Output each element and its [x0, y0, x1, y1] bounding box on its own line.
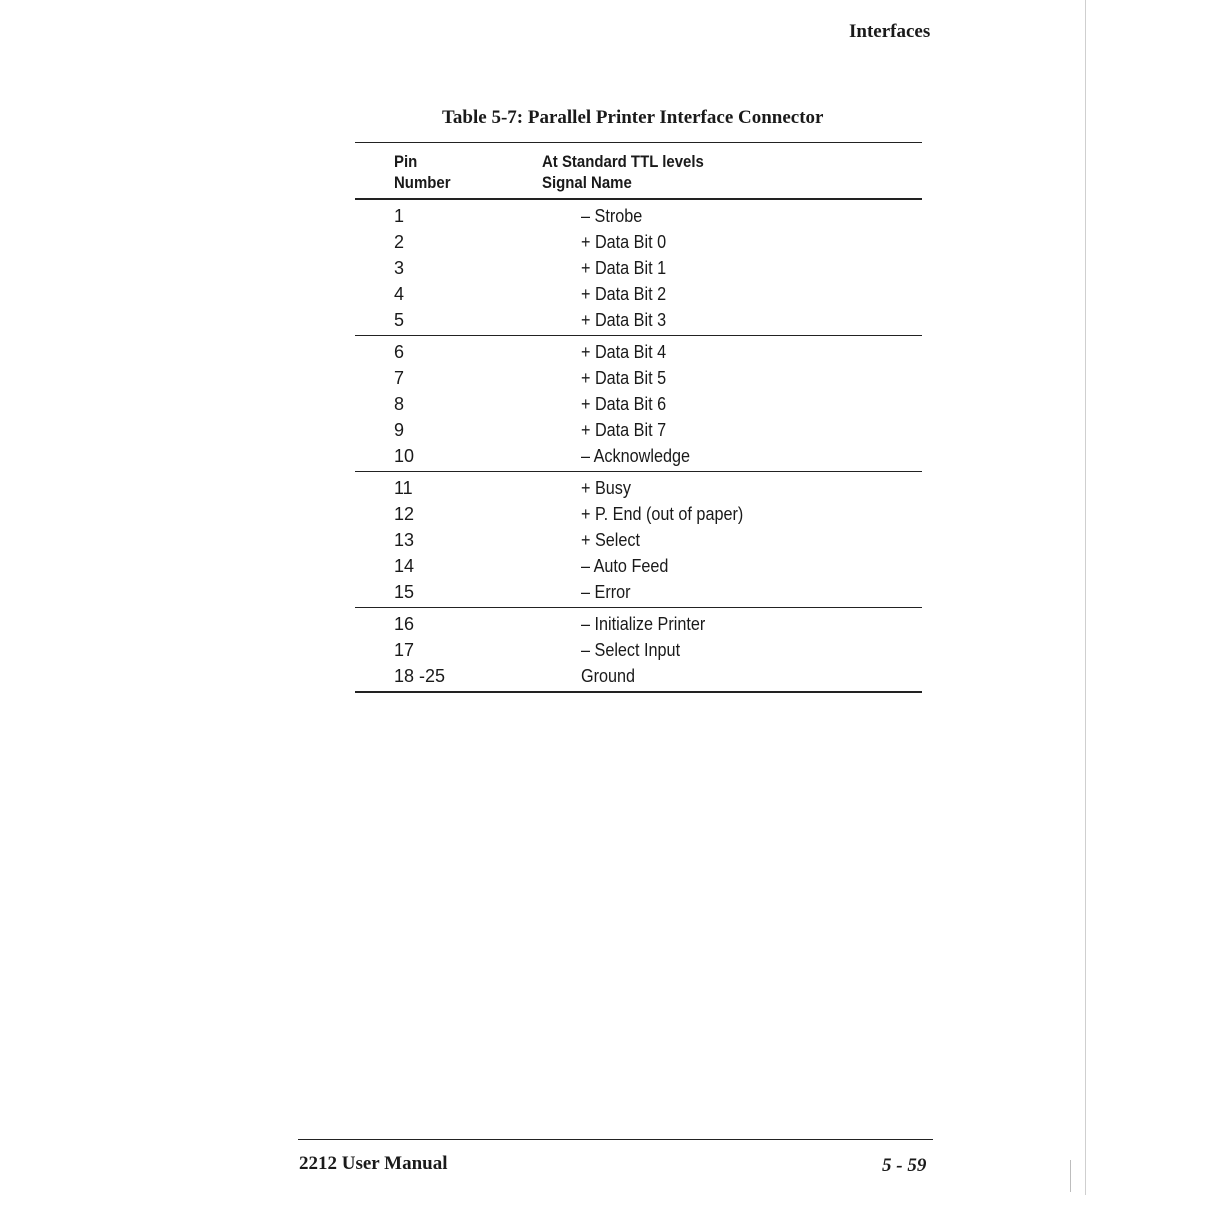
- table-row: [355, 475, 922, 501]
- table-row: [355, 501, 922, 527]
- signal-name: – Error: [581, 582, 631, 602]
- table-row: [355, 443, 922, 469]
- pin-header-line1: Pin: [394, 152, 418, 171]
- pin-number: 17: [394, 640, 415, 660]
- table-header: [355, 143, 922, 198]
- page-edge-mark: [1070, 1160, 1071, 1192]
- pin-number: 5: [394, 310, 405, 330]
- signal-name: – Acknowledge: [581, 446, 690, 466]
- signal-name: + Select: [581, 530, 640, 550]
- signal-name: + Busy: [581, 478, 631, 498]
- table-row: [355, 663, 922, 689]
- signal-name: + P. End (out of paper): [581, 504, 744, 524]
- pin-number: 6: [394, 342, 405, 362]
- group-rule: [355, 691, 922, 693]
- table-row-group: [355, 200, 922, 335]
- table-row: [355, 229, 922, 255]
- pin-number: 2: [394, 232, 405, 252]
- table-row: [355, 527, 922, 553]
- table-row: [355, 203, 922, 229]
- table-body: [355, 200, 922, 693]
- table-title: Table 5-7: Parallel Printer Interface Connector: [442, 107, 824, 128]
- signal-name: + Data Bit 5: [581, 368, 667, 388]
- table-row: [355, 255, 922, 281]
- table-row: [355, 281, 922, 307]
- running-header: Interfaces: [849, 21, 931, 42]
- table-row: [355, 307, 922, 333]
- signal-header-line1: At Standard TTL levels: [542, 152, 704, 171]
- signal-name: + Data Bit 3: [581, 310, 667, 330]
- signal-name: Ground: [581, 666, 636, 686]
- footer-manual-title: 2212 User Manual: [299, 1153, 448, 1174]
- signal-name: + Data Bit 1: [581, 258, 667, 278]
- pin-number: 10: [394, 446, 415, 466]
- signal-name: + Data Bit 4: [581, 342, 667, 362]
- page-edge-line: [1085, 0, 1086, 1195]
- pin-number: 3: [394, 258, 405, 278]
- pin-number: 12: [394, 504, 415, 524]
- table-row: [355, 417, 922, 443]
- pin-number: 8: [394, 394, 405, 414]
- pin-number: 1: [394, 206, 405, 226]
- signal-name: + Data Bit 2: [581, 284, 667, 304]
- pin-number: 9: [394, 420, 405, 440]
- signal-name: – Select Input: [581, 640, 681, 660]
- pin-number: 11: [394, 478, 413, 498]
- signal-column-header: [542, 151, 726, 193]
- signal-name: + Data Bit 0: [581, 232, 667, 252]
- pin-header-line2: Number: [394, 173, 451, 192]
- signal-header-line2: Signal Name: [542, 173, 632, 192]
- pin-number: 14: [394, 556, 415, 576]
- pin-number: 16: [394, 614, 415, 634]
- table-row: [355, 611, 922, 637]
- pin-column-header: [394, 151, 458, 193]
- table-row: [355, 391, 922, 417]
- signal-name: + Data Bit 6: [581, 394, 667, 414]
- footer-page-number: 5 - 59: [882, 1155, 927, 1176]
- pin-table: [355, 142, 922, 693]
- pin-number: 4: [394, 284, 405, 304]
- table-row: [355, 579, 922, 605]
- pin-number: 13: [394, 530, 415, 550]
- signal-name: – Initialize Printer: [581, 614, 706, 634]
- signal-name: + Data Bit 7: [581, 420, 667, 440]
- table-row: [355, 637, 922, 663]
- signal-name: – Strobe: [581, 206, 643, 226]
- table-row: [355, 365, 922, 391]
- pin-number: 18 -25: [394, 666, 446, 686]
- pin-number: 15: [394, 582, 415, 602]
- table-row-group: [355, 336, 922, 471]
- table-row-group: [355, 608, 922, 691]
- signal-name: – Auto Feed: [581, 556, 669, 576]
- table-row: [355, 339, 922, 365]
- table-row-group: [355, 472, 922, 607]
- pin-number: 7: [394, 368, 405, 388]
- table-row: [355, 553, 922, 579]
- footer-rule: [298, 1139, 933, 1140]
